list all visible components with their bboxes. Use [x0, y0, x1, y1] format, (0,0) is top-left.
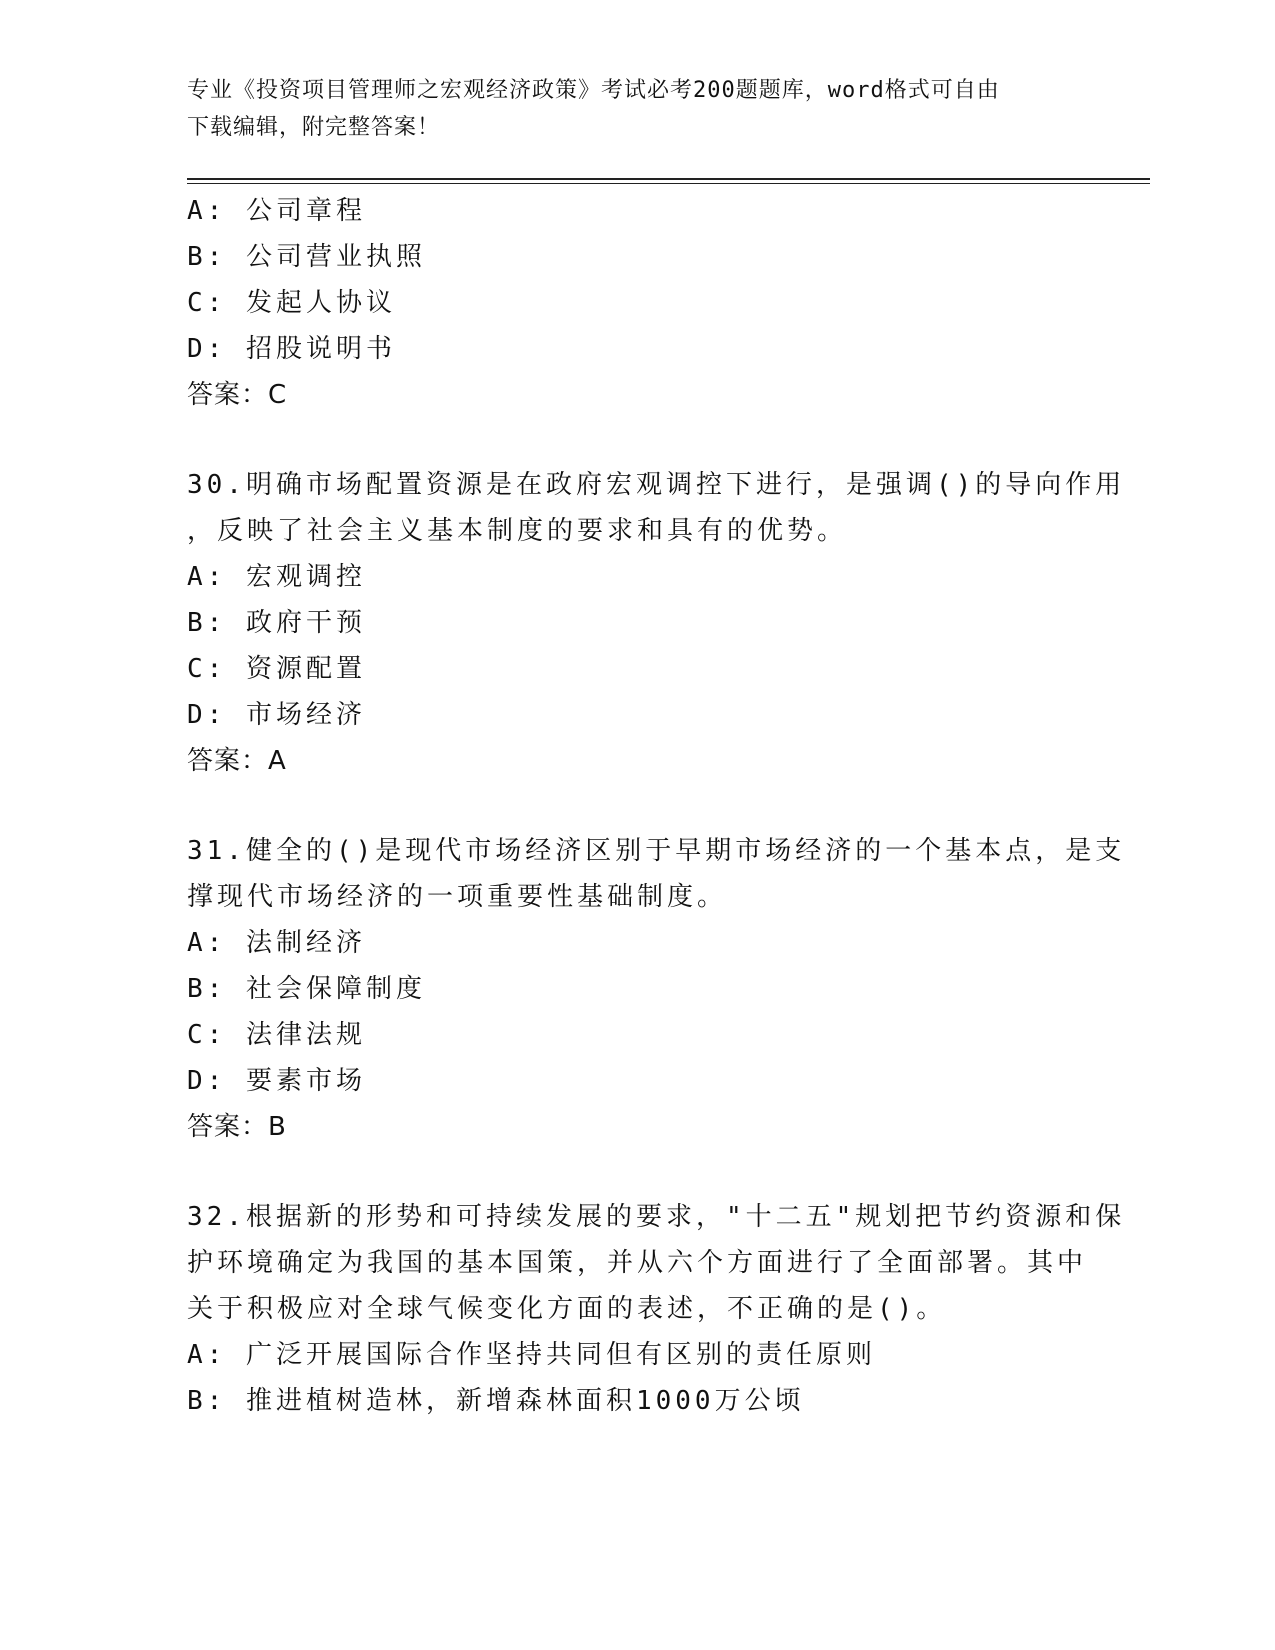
option-b: B: 社会保障制度: [187, 974, 426, 1004]
option-d: D: 招股说明书: [187, 334, 396, 364]
option-b: B: 政府干预: [187, 608, 366, 638]
question-stem-line: ，反映了社会主义基本制度的要求和具有的优势。: [187, 516, 848, 546]
spacer: [187, 418, 1087, 462]
option-c: C: 发起人协议: [187, 288, 396, 318]
option-b: B: 推进植树造林，新增森林面积1000万公顷: [187, 1386, 805, 1416]
document-header: [187, 72, 1067, 146]
option-a: A: 广泛开展国际合作坚持共同但有区别的责任原则: [187, 1340, 876, 1370]
header-rule-thin: [187, 183, 1150, 184]
option-a: A: 公司章程: [187, 196, 366, 226]
option-a: A: 法制经济: [187, 928, 366, 958]
question-block-31: [187, 828, 1126, 1150]
header-line-1: 专业《投资项目管理师之宏观经济政策》考试必考200题题库，word格式可自由: [187, 78, 1000, 103]
header-rule-thick: [187, 178, 1150, 180]
question-block-previous: [187, 188, 1087, 418]
document-body: [187, 188, 1126, 1424]
option-d: D: 要素市场: [187, 1066, 366, 1096]
spacer: [187, 1150, 1087, 1194]
option-c: C: 法律法规: [187, 1020, 366, 1050]
answer-line: 答案：A: [187, 746, 287, 776]
question-stem-line: 关于积极应对全球气候变化方面的表述，不正确的是()。: [187, 1294, 947, 1324]
answer-line: 答案：B: [187, 1112, 287, 1142]
question-stem-line: 32.根据新的形势和可持续发展的要求，"十二五"规划把节约资源和保: [187, 1202, 1126, 1232]
spacer: [187, 784, 1087, 828]
option-a: A: 宏观调控: [187, 562, 366, 592]
answer-line: 答案：C: [187, 380, 288, 410]
question-stem-line: 撑现代市场经济的一项重要性基础制度。: [187, 882, 728, 912]
question-stem-line: 30.明确市场配置资源是在政府宏观调控下进行，是强调()的导向作用: [187, 470, 1126, 500]
question-stem-line: 护环境确定为我国的基本国策，并从六个方面进行了全面部署。其中: [187, 1248, 1088, 1278]
option-c: C: 资源配置: [187, 654, 366, 684]
question-block-30: [187, 462, 1126, 784]
header-line-2: 下载编辑，附完整答案！: [187, 115, 441, 140]
question-block-32: [187, 1194, 1126, 1424]
option-b: B: 公司营业执照: [187, 242, 426, 272]
question-stem-line: 31.健全的()是现代市场经济区别于早期市场经济的一个基本点，是支: [187, 836, 1126, 866]
option-d: D: 市场经济: [187, 700, 366, 730]
